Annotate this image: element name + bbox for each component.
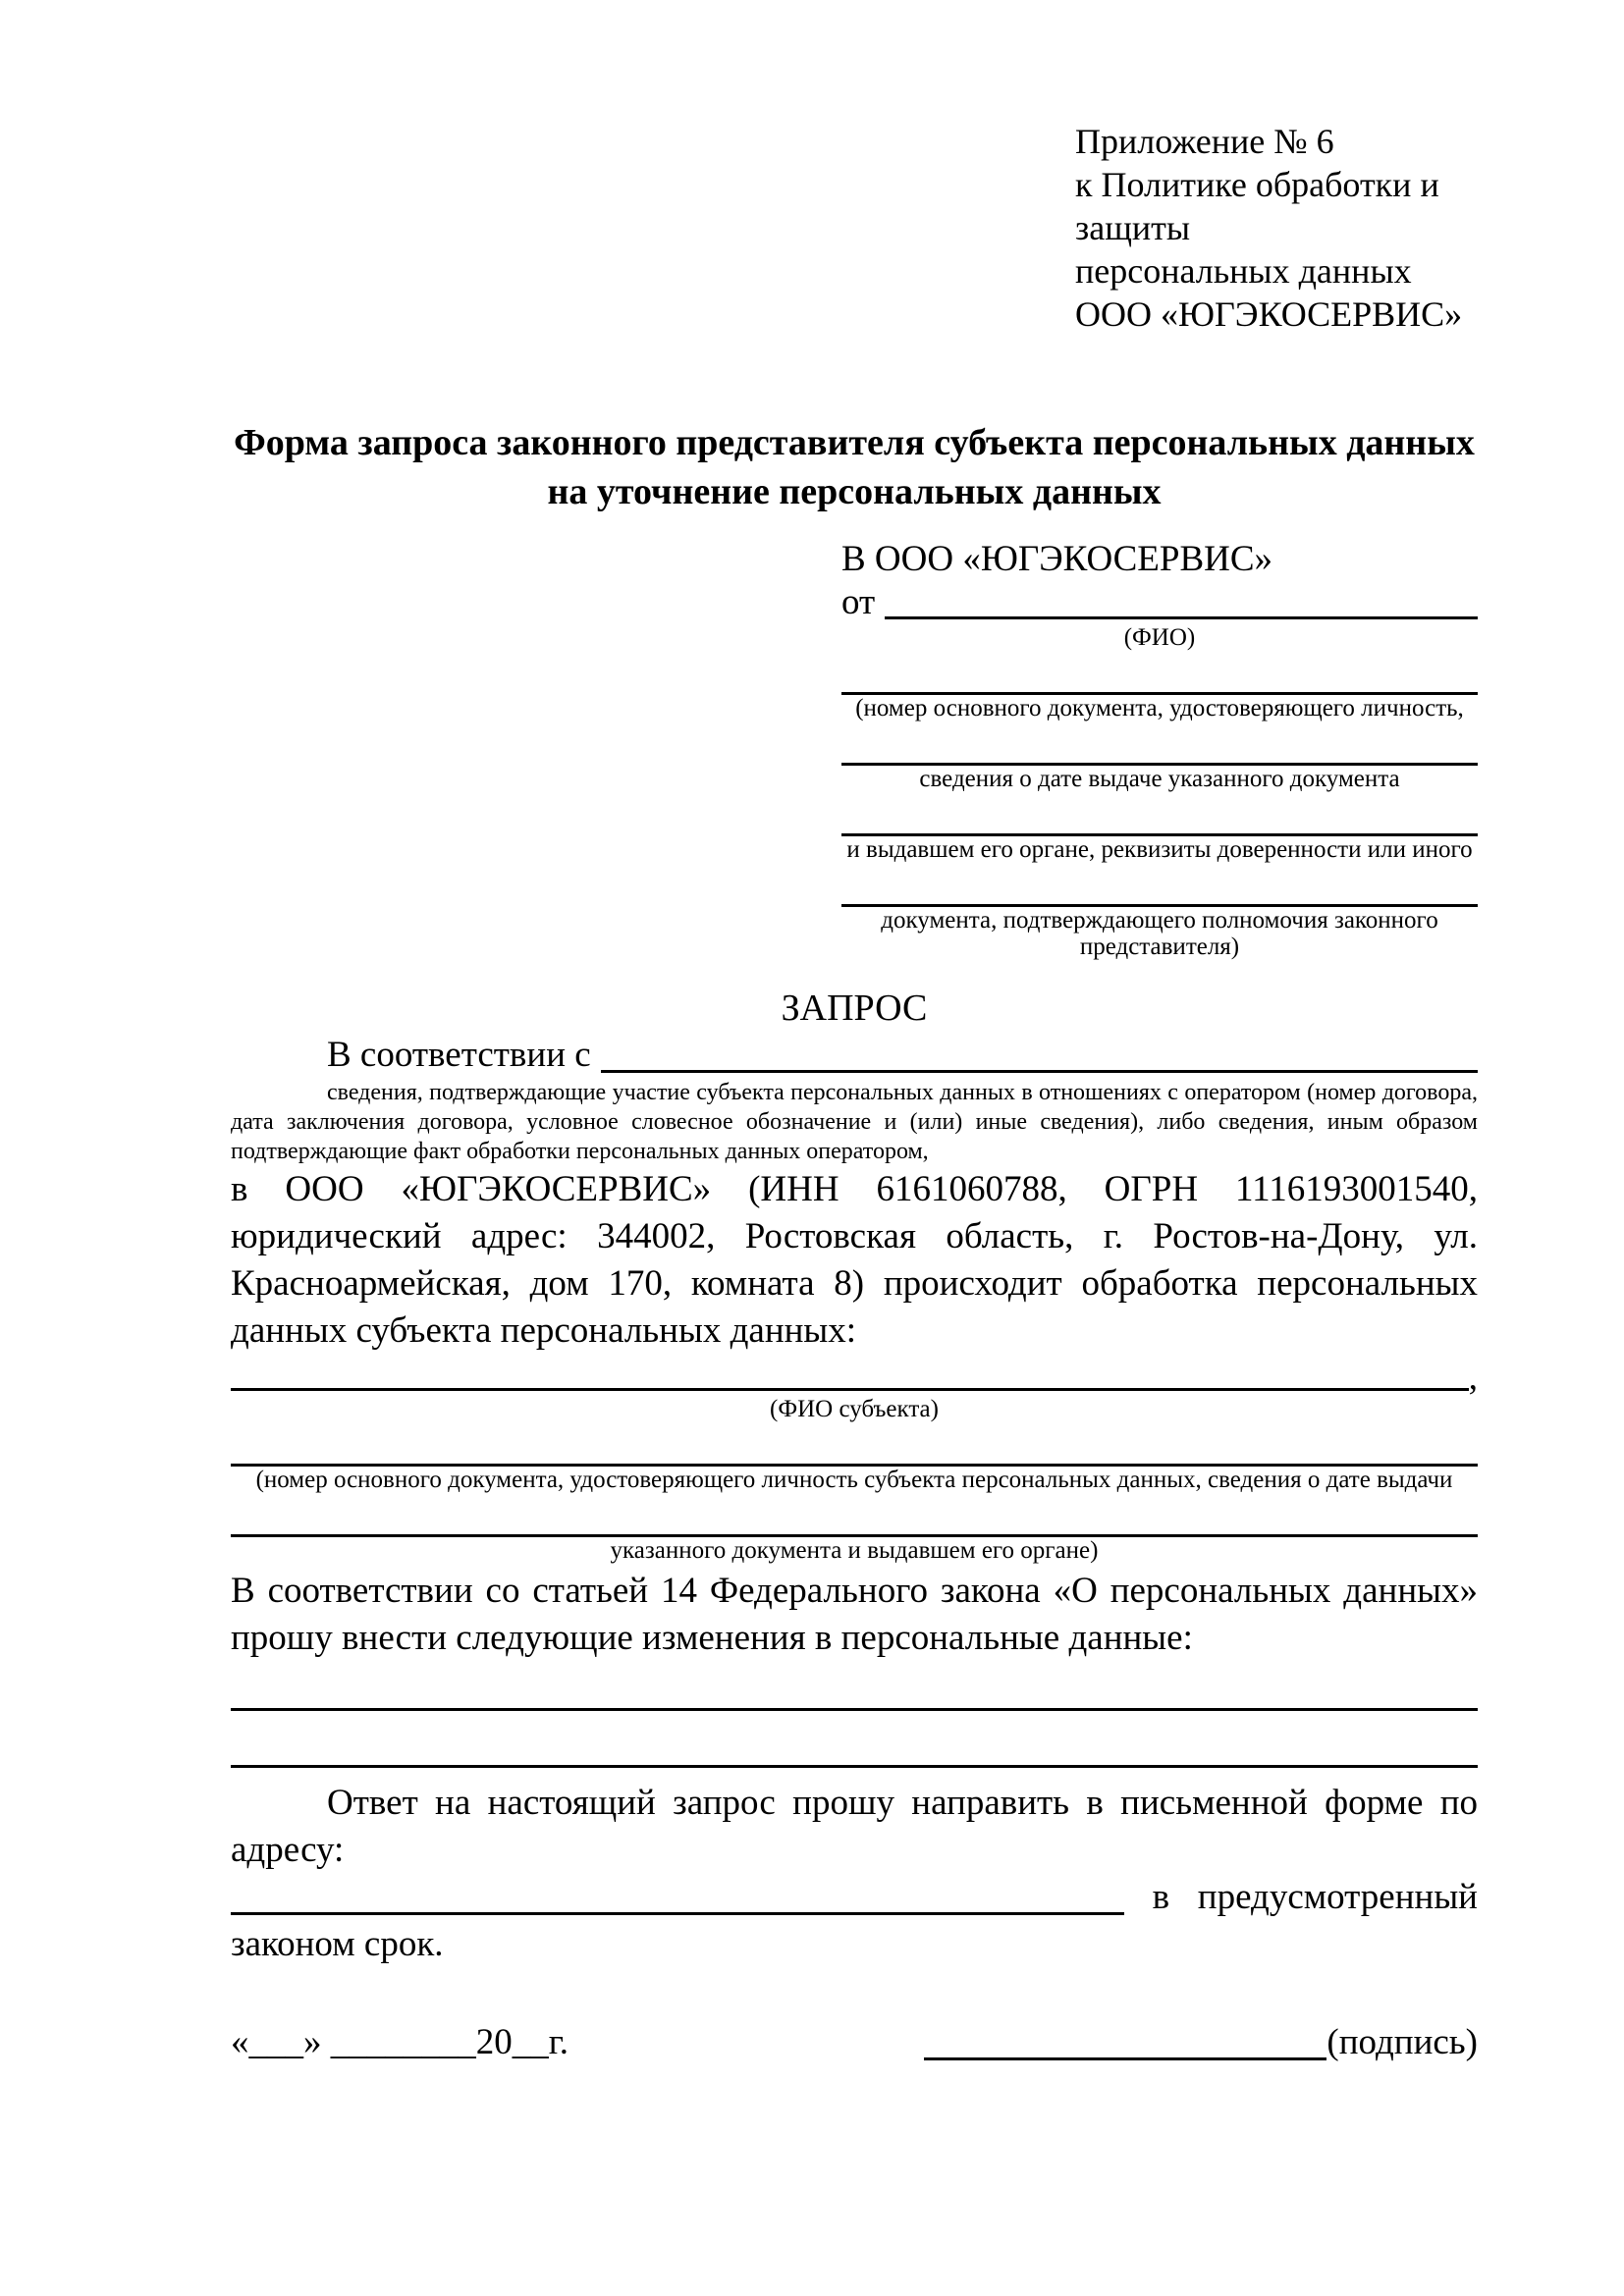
blank-field-group: [841, 662, 1478, 721]
footnote-text: сведения, подтверждающие участие субъекта персональных данных в отношениях с оператором (номер договора, дата заключения договора, условное словесное обозначение и (или) иные сведения), либо сведения, иным образом подтверждающие факт обработки персональных данных оператором,: [231, 1080, 1478, 1164]
blank-field-group: [841, 803, 1478, 863]
fio-subject-caption: (ФИО субъекта): [770, 1396, 939, 1422]
address-row: [231, 1874, 1478, 1921]
trailing-comma: ,: [1468, 1358, 1478, 1398]
document-title-line2: на уточнение персональных данных: [547, 471, 1162, 512]
blank-line: [841, 662, 1478, 695]
address-blank-line: [231, 1874, 1124, 1915]
blank-field-group: [231, 1433, 1478, 1493]
addressee-to: В ООО «ЮГЭКОСЕРВИС»: [841, 539, 1273, 579]
response-word-provided: предусмотренный: [1197, 1877, 1478, 1917]
annex-line-4: ООО «ЮГЭКОСЕРВИС»: [1075, 294, 1463, 334]
document-title: [231, 418, 1478, 516]
document-title-line1: Форма запроса законного представителя субъекта персональных данных: [234, 422, 1475, 463]
signature-caption: (подпись): [1326, 2022, 1478, 2062]
operator-paragraph: в ООО «ЮГЭКОСЕРВИС» (ИНН 6161060788, ОГРН 1116193001540, юридический адрес: 344002, Ростовская область, г. Ростов-на-Дону, ул. Красноармейская, дом 170, комната 8) происходит обработка персональных данных субъекта персональных данных:: [231, 1169, 1478, 1351]
response-word-in: в: [1152, 1877, 1170, 1917]
footer-row: [231, 2019, 1478, 2066]
subject-doc-blank-line: [231, 1504, 1478, 1537]
intro-blank-line: [601, 1033, 1478, 1073]
blank-line-caption: сведения о дате выдаче указанного документа: [919, 766, 1400, 792]
changes-blank-line-2: [231, 1735, 1478, 1768]
annex-block: [1075, 120, 1478, 336]
subject-doc-caption-1: (номер основного документа, удостоверяющего личность субъекта персональных данных, сведения о дате выдачи: [255, 1467, 1453, 1493]
blank-line-caption: документа, подтверждающего полномочия законного представителя): [881, 907, 1438, 960]
changes-blank-line-1: [231, 1678, 1478, 1711]
subject-doc-blank-line: [231, 1433, 1478, 1467]
annex-line-1: Приложение № 6: [1075, 122, 1334, 161]
subject-doc-caption-2: указанного документа и выдавшем его органе): [610, 1537, 1099, 1564]
fio-caption: (ФИО): [1123, 624, 1196, 651]
intro-prefix: В соответствии с: [327, 1035, 591, 1075]
blank-line-caption: (номер основного документа, удостоверяющего личность,: [855, 695, 1464, 721]
signature-group: [924, 2019, 1478, 2066]
addressee-block: [841, 538, 1478, 960]
from-row: [841, 581, 1478, 624]
annex-line-3: персональных данных: [1075, 251, 1412, 291]
blank-line-caption: и выдавшем его органе, реквизиты доверенности или иного: [846, 836, 1473, 863]
signature-blank-line: [924, 2019, 1326, 2060]
response-closing: законом срок.: [231, 1924, 444, 1964]
subject-fio-blank-line: [231, 1355, 1469, 1391]
from-label: от: [841, 582, 876, 622]
from-blank-line: [885, 581, 1478, 619]
request-heading: ЗАПРОС: [781, 988, 928, 1029]
blank-field-group: [231, 1504, 1478, 1564]
date-field: «___» ________20__г.: [231, 2022, 569, 2062]
intro-row: [231, 1033, 1478, 1078]
blank-field-group: [841, 732, 1478, 792]
blank-line: [841, 874, 1478, 907]
blank-field-group: [841, 874, 1478, 960]
response-paragraph: Ответ на настоящий запрос прошу направить в письменной форме по адресу:: [231, 1783, 1478, 1870]
blank-line: [841, 803, 1478, 836]
annex-line-2: к Политике обработки и защиты: [1075, 165, 1439, 247]
law-paragraph: В соответствии со статьей 14 Федерального закона «О персональных данных» прошу внести следующие изменения в персональные данные:: [231, 1571, 1478, 1658]
subject-fio-row: [231, 1355, 1478, 1396]
blank-line: [841, 732, 1478, 766]
